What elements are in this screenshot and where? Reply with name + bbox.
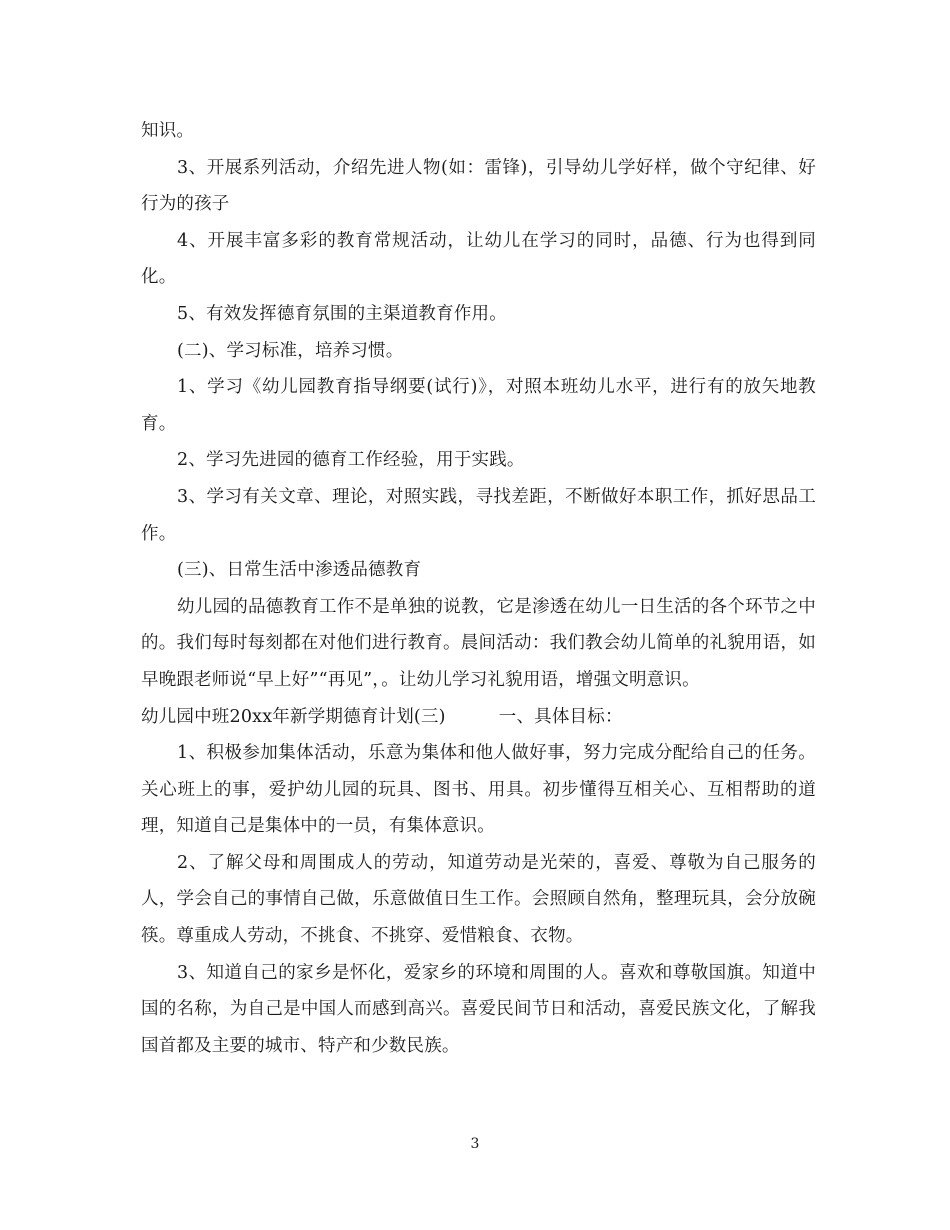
paragraph-4: 5、有效发挥德育氛围的主渠道教育作用。 — [177, 303, 507, 324]
paragraph-1: 知识。 — [141, 121, 195, 141]
paragraph-6: 1、学习《幼儿园教育指导纲要(试行)》，对照本班幼儿水平，进行有的放矢地教育。 — [141, 377, 816, 434]
paragraph-13: 2、了解父母和周围成人的劳动，知道劳动是光荣的，喜爱、尊敬为自己服务的人，学会自己的事情自己做，乐意做值日生工作。会照顾自然角，整理玩具，会分放碗筷。尊重成人劳动，不挑食、不挑穿、爱惜粮食、衣物。 — [141, 852, 816, 947]
paragraph-14: 3、知道自己的家乡是怀化，爱家乡的环境和周围的人。喜欢和尊敬国旗。知道中国的名称，为自己是中国人而感到高兴。喜爱民间节日和活动，喜爱民族文化，了解我国首都及主要的城市、特产和少数民族。 — [141, 962, 816, 1056]
section-heading-3: (三)、日常生活中渗透品德教育 — [177, 560, 422, 581]
paragraph-3: 4、开展丰富多彩的教育常规活动，让幼儿在学习的同时，品德、行为也得到同化。 — [141, 230, 816, 288]
section-heading-2: (二)、学习标准，培养习惯。 — [177, 340, 404, 361]
document-body — [141, 113, 816, 1064]
paragraph-12: 1、积极参加集体活动，乐意为集体和他人做好事，努力完成分配给自己的任务。关心班上的事，爱护幼儿园的玩具、图书、用具。初步懂得互相关心、互相帮助的道理，知道自己是集体中的一员，有集体意识。 — [141, 743, 816, 837]
paragraph-7: 2、学习先进园的德育工作经验，用于实践。 — [177, 450, 525, 471]
plan-title-line: 幼儿园中班20xx年新学期德育计划(三) 一、具体目标： — [141, 706, 623, 727]
paragraph-8: 3、学习有关文章、理论，对照实践，寻找差距，不断做好本职工作，抓好思品工作。 — [141, 486, 816, 544]
paragraph-10: 幼儿园的品德教育工作不是单独的说教，它是渗透在幼儿一日生活的各个环节之中的。我们每时每刻都在对他们进行教育。晨间活动：我们教会幼儿简单的礼貌用语，如早晚跟老师说“早上好”“再见”，。让幼儿学习礼貌用语，增强文明意识。 — [141, 596, 816, 690]
page-number: 3 — [470, 1136, 480, 1152]
paragraph-2: 3、开展系列活动，介绍先进人物(如：雷锋)，引导幼儿学好样，做个守纪律、好行为的孩子 — [141, 157, 816, 215]
